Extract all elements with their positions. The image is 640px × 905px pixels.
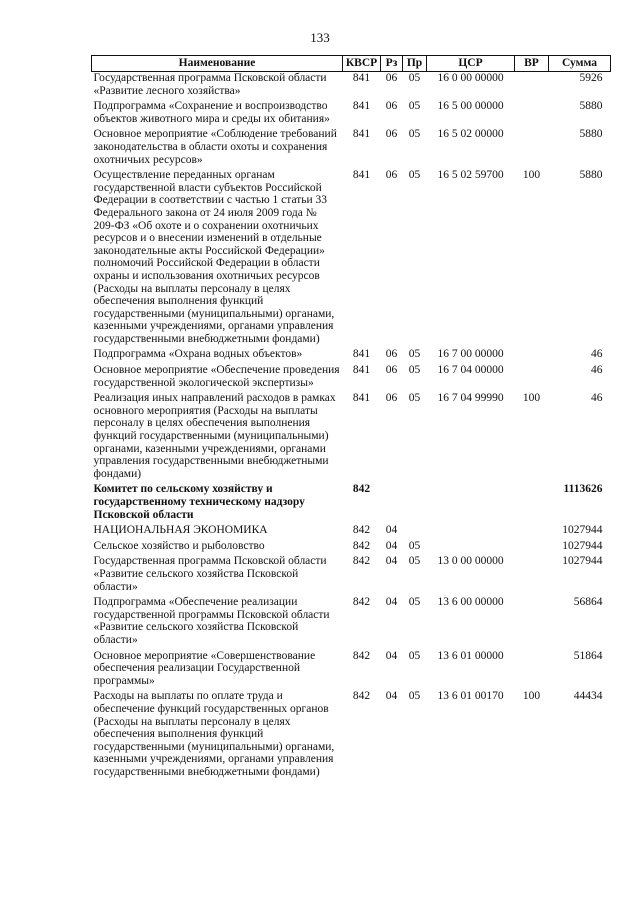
row-name: Комитет по сельскому хозяйству и государственному техническому надзору Псковской области [93,483,305,521]
row-sum: 5880 [579,100,603,113]
row-sum: 46 [591,364,603,377]
row-name: Подпрограмма «Сохранение и воспроизводство объектов животного мира и среды их обитания» [93,100,330,125]
row-kvsr: 842 [352,596,371,609]
page-number: 133 [310,30,330,45]
row-pr: 05 [408,649,421,662]
col-header-name: Наименование [92,56,343,72]
row-pr [403,480,427,521]
row-sum: 5880 [579,169,603,182]
row-csr [427,521,515,537]
row-rz: 06 [385,72,398,84]
row-sum: 1027944 [562,539,603,552]
row-kvsr: 841 [352,364,371,377]
row-kvsr: 841 [352,169,371,182]
row-name: Основное мероприятие «Обеспечение проведения государственной экологической экспертизы» [93,364,340,389]
row-vr: 100 [522,392,541,405]
row-sum: 46 [591,348,603,361]
row-rz: 06 [385,100,398,113]
row-sum: 1027944 [562,524,603,537]
row-vr [515,521,549,537]
row-csr: 13 6 01 00170 [437,690,504,703]
row-csr: 16 0 00 00000 [437,72,504,84]
row-kvsr: 842 [352,649,371,662]
table-row [92,521,611,537]
row-csr: 13 0 00 00000 [437,555,504,568]
table-row [92,687,611,778]
table-row [92,647,611,688]
row-vr: 100 [522,169,541,182]
row-vr [515,552,549,593]
row-pr: 05 [408,72,421,84]
row-rz: 04 [385,524,398,537]
row-rz [381,480,403,521]
row-kvsr: 842 [352,483,371,496]
row-rz: 04 [385,649,398,662]
col-header-kvsr: КВСР [343,56,381,72]
table-row [92,72,611,98]
row-kvsr: 841 [352,100,371,113]
row-rz: 06 [385,392,398,405]
row-name: НАЦИОНАЛЬНАЯ ЭКОНОМИКА [93,524,268,537]
col-header-vr: ВР [515,56,549,72]
row-csr [427,537,515,553]
row-kvsr: 842 [352,690,371,703]
table-row [92,389,611,480]
row-pr [403,521,427,537]
row-kvsr: 842 [352,524,371,537]
row-name: Государственная программа Псковской области «Развитие лесного хозяйства» [93,72,327,97]
row-rz: 06 [385,348,398,361]
row-vr [515,480,549,521]
row-kvsr: 841 [352,72,371,84]
row-csr: 16 7 04 00000 [437,364,504,377]
row-csr: 13 6 00 00000 [437,596,504,609]
row-rz: 04 [385,539,398,552]
row-pr: 05 [408,555,421,568]
budget-table [91,55,611,778]
row-kvsr: 841 [352,348,371,361]
table-row [92,480,611,521]
table-row [92,552,611,593]
row-rz: 04 [385,690,398,703]
table-header-row [92,56,611,72]
row-name: Сельское хозяйство и рыболовство [93,539,265,552]
col-header-sum: Сумма [549,56,611,72]
row-pr: 05 [408,596,421,609]
row-rz: 06 [385,364,398,377]
row-vr [515,125,549,166]
table-row [92,361,611,389]
row-csr: 16 7 00 00000 [437,348,504,361]
row-name: Государственная программа Псковской области «Развитие сельского хозяйства Псковской области» [93,555,327,593]
row-pr: 05 [408,100,421,113]
row-rz: 06 [385,169,398,182]
row-name: Осуществление переданных органам государственной власти субъектов Российской Федерации в соответствии с частью 1 статьи 33 Федерального закона от 24 июля 2009 года № 209-ФЗ «Об охоте и о сохранении охотничьих ресурсов и о внесении изменений в отдельные законодательные акты Российской Федерации» полномочий Российской Федерации в области охраны и использования охотничьих ресурсов (Расходы на выплаты персоналу в целях обеспечения выполнения функций государственными (муниципальными) органами, казенными учреждениями, органами управления государственными внебюджетными фондами) [93,169,335,345]
table-row [92,345,611,361]
table-row [92,166,611,345]
row-vr [515,345,549,361]
row-vr [515,537,549,553]
table-row [92,593,611,646]
table-row [92,537,611,553]
row-sum: 5880 [579,128,603,141]
row-vr [515,72,549,98]
row-kvsr: 842 [352,539,371,552]
row-csr: 13 6 01 00000 [437,649,504,662]
row-sum: 56864 [573,596,603,609]
col-header-csr: ЦСР [427,56,515,72]
row-kvsr: 841 [352,128,371,141]
row-csr [427,480,515,521]
row-vr [515,97,549,125]
table-row [92,125,611,166]
row-name: Основное мероприятие «Совершенствование обеспечения реализации Государственной программы» [93,649,316,687]
row-kvsr: 842 [352,555,371,568]
row-pr: 05 [408,539,421,552]
row-vr [515,647,549,688]
row-pr: 05 [408,128,421,141]
row-name: Основное мероприятие «Соблюдение требований законодательства в области охоты и сохранения охотничьих ресурсов» [93,128,337,166]
table-row [92,97,611,125]
row-name: Подпрограмма «Обеспечение реализации государственной программы Псковской области «Развитие сельского хозяйства Псковской области» [93,596,330,646]
table-body [92,72,611,779]
row-sum: 1113626 [563,483,603,496]
row-pr: 05 [408,348,421,361]
row-csr: 16 5 00 00000 [437,100,504,113]
row-pr: 05 [408,392,421,405]
row-sum: 46 [591,392,603,405]
row-sum: 1027944 [562,555,603,568]
row-name: Расходы на выплаты по оплате труда и обеспечение функций государственных органов (Расходы на выплаты персоналу в целях обеспечения выполнения функций государственными (муниципальными) органами, казенными учреждениями, органами управления государственными внебюджетными фондами) [93,690,335,778]
col-header-rz: Рз [381,56,403,72]
row-name: Реализация иных направлений расходов в рамках основного мероприятия (Расходы на выплаты персоналу в целях обеспечения выполнения функций государственными (муниципальными) органами, казенными учреждениями, органами управления государственными внебюджетными фондами) [93,392,336,480]
row-csr: 16 7 04 99990 [437,392,504,405]
row-sum: 5926 [579,72,603,84]
row-rz: 04 [385,596,398,609]
col-header-pr: Пр [403,56,427,72]
row-sum: 51864 [573,649,603,662]
row-kvsr: 841 [352,392,371,405]
row-csr: 16 5 02 59700 [437,169,504,182]
row-vr: 100 [522,690,541,703]
row-pr: 05 [408,690,421,703]
row-rz: 04 [385,555,398,568]
row-pr: 05 [408,364,421,377]
row-vr [515,361,549,389]
row-name: Подпрограмма «Охрана водных объектов» [93,348,303,361]
row-rz: 06 [385,128,398,141]
row-pr: 05 [408,169,421,182]
row-csr: 16 5 02 00000 [437,128,504,141]
row-sum: 44434 [573,690,603,703]
row-vr [515,593,549,646]
